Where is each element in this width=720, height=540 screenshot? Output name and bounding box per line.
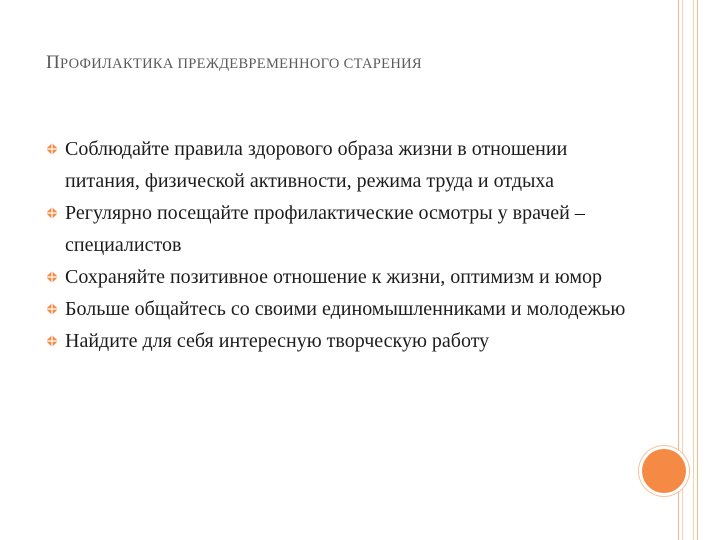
bullet-text: Найдите для себя интересную творческую работу: [65, 330, 490, 352]
list-item: [45, 325, 630, 357]
bullet-text: Соблюдайте правила здорового образа жизни в отношении питания, физической активности, режима труда и отдыха: [65, 138, 568, 192]
leaf-bullet-icon: [45, 334, 59, 348]
list-item: [45, 133, 630, 197]
bullet-text: Регулярно посещайте профилактические осмотры у врачей – специалистов: [65, 202, 585, 256]
title-rest: РОФИЛАКТИКА ПРЕЖДЕВРЕМЕННОГО СТАРЕНИЯ: [60, 56, 422, 72]
decorative-border-inner: [682, 0, 694, 540]
leaf-bullet-icon: [45, 270, 59, 284]
slide-title: [46, 52, 422, 74]
bullet-text: Сохраняйте позитивное отношение к жизни, оптимизм и юмор: [65, 266, 603, 288]
leaf-bullet-icon: [45, 206, 59, 220]
bullet-list: [45, 133, 630, 357]
decorative-circle: [642, 449, 686, 493]
leaf-bullet-icon: [45, 302, 59, 316]
leaf-bullet-icon: [45, 142, 59, 156]
list-item: [45, 261, 630, 293]
title-first-letter: П: [46, 52, 61, 73]
list-item: [45, 293, 630, 325]
bullet-text: Больше общайтесь со своими единомышленниками и молодежью: [65, 298, 626, 320]
list-item: [45, 197, 630, 261]
